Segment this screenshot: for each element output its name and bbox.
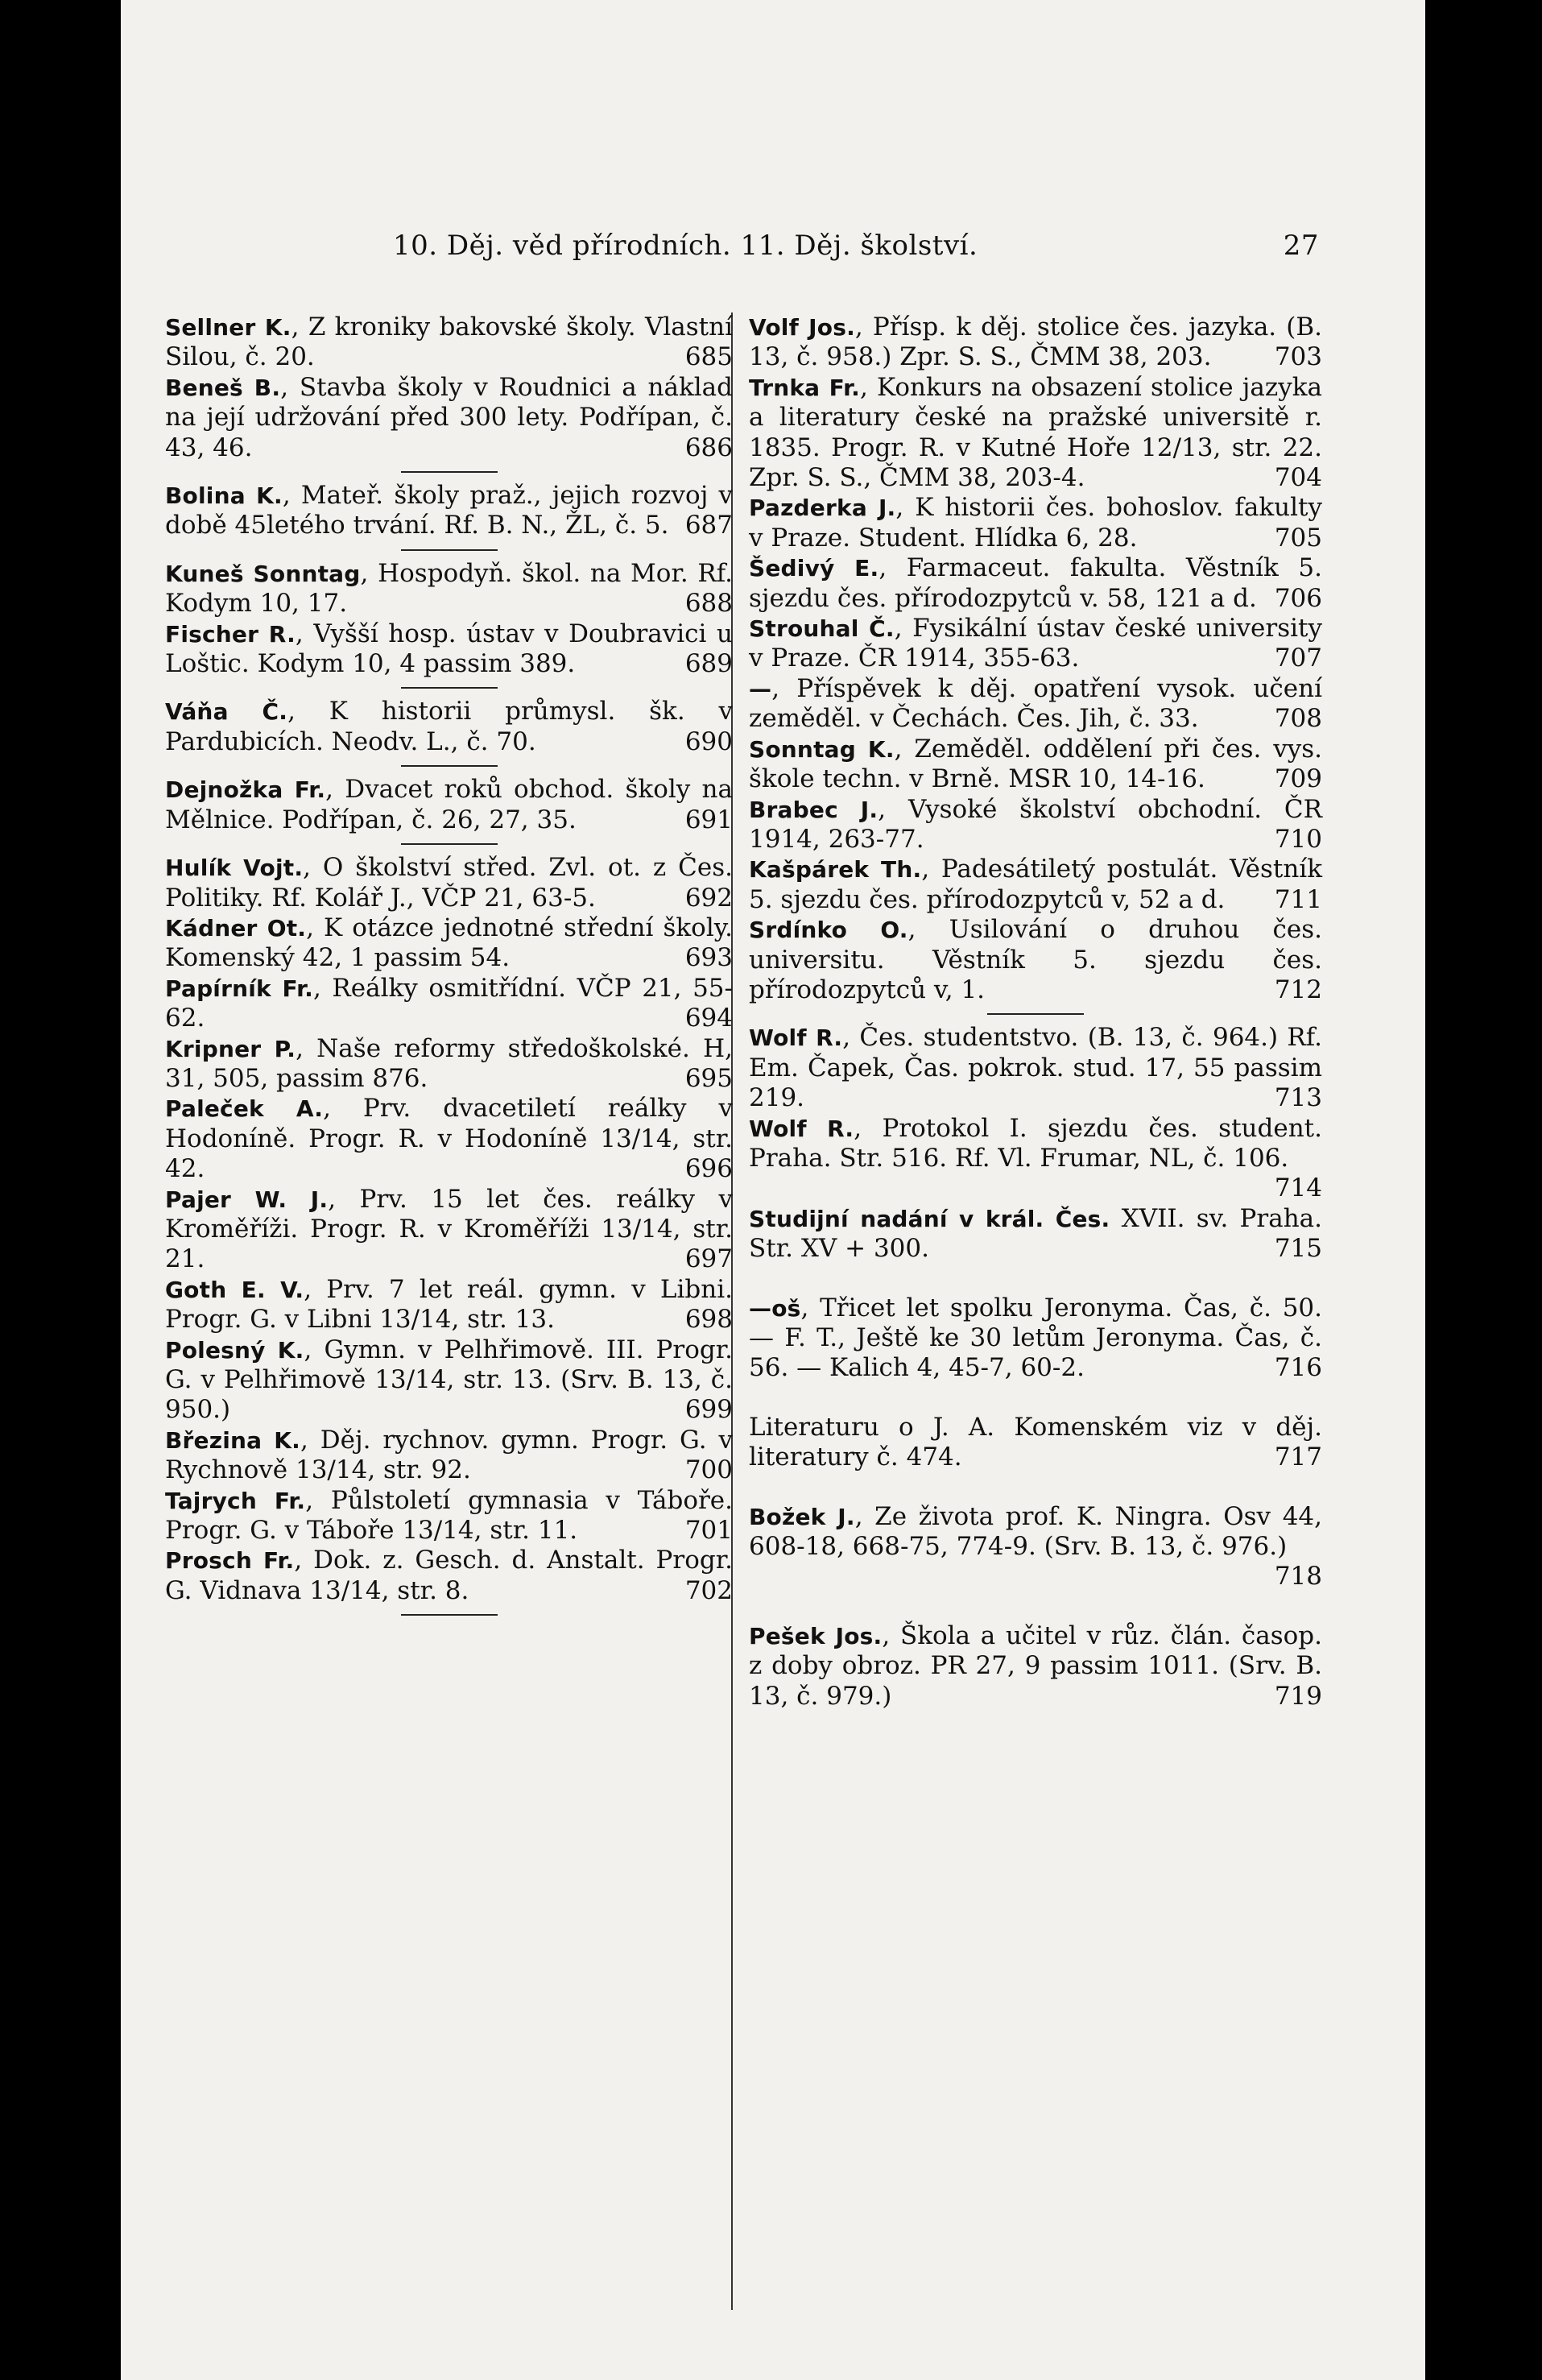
entry-text: , Děj. rychnov. gymn. Progr. G. v Rychnově 13/14, str. 92. (165, 1425, 733, 1485)
entry-text: XVII. sv. Praha. Str. XV + 300. (749, 1203, 1323, 1264)
entry-number: 712 (1274, 975, 1322, 1004)
author-name: Trnka Fr. (749, 374, 860, 401)
entry-text: , Farmaceut. fakulta. Věstník 5. sjezdu čes. přírodozpytců v. 58, 121 a d. (749, 553, 1322, 613)
author-name: Srdínko O. (749, 917, 908, 944)
author-name: Pajer W. J. (165, 1186, 329, 1213)
entry-number: 719 (1274, 1681, 1322, 1711)
author-name: Hulík Vojt. (165, 855, 304, 882)
entry-text: , Vysoké školství obchodní. ČR 1914, 263-77. (749, 794, 1322, 854)
bibliography-entry (165, 481, 733, 541)
page-header (393, 230, 1319, 262)
author-name: Sonntag K. (749, 735, 895, 763)
page-number: 27 (1283, 230, 1319, 262)
entry-text: , Příspěvek k děj. opatření vysok. učení zeměděl. v Čechách. Čes. Jih, č. 33. (749, 673, 1322, 734)
entry-number: 692 (684, 883, 733, 913)
bibliography-entry (165, 853, 733, 913)
author-name: Goth E. V. (165, 1276, 304, 1303)
bibliography-entry (165, 373, 733, 463)
author-name: Volf Jos. (749, 314, 855, 341)
bibliography-entry (165, 697, 733, 757)
bibliography-entry (165, 1094, 733, 1184)
entry-number: 689 (684, 649, 733, 679)
right-column (749, 313, 1322, 1712)
author-name: Božek J. (749, 1503, 855, 1530)
entry-text: , K historii čes. bohoslov. fakulty v Praze. Student. Hlídka 6, 28. (749, 493, 1322, 553)
entry-number: 699 (684, 1395, 733, 1425)
entry-number: 707 (1274, 644, 1322, 673)
entry-text: , K otázce jednotné střední školy. Komenský 42, 1 passim 54. (165, 913, 733, 973)
bibliography-entry (749, 735, 1322, 795)
entry-number: 703 (1274, 342, 1322, 372)
left-column (165, 313, 733, 1624)
bibliography-entry (165, 1546, 733, 1606)
entry-number: 709 (1274, 764, 1322, 794)
entry-number: 688 (684, 589, 733, 619)
entry-number: 695 (684, 1063, 733, 1093)
entry-text: , Prv. 15 let čes. reálky v Kroměříži. Progr. R. v Kroměříži 13/14, str. 21. (165, 1184, 733, 1274)
entry-text: , Prv. 7 let reál. gymn. v Libni. Progr. G. v Libni 13/14, str. 13. (165, 1274, 734, 1335)
bibliography-entry (165, 1185, 733, 1275)
section-separator (401, 1614, 498, 1616)
entry-number: 701 (684, 1516, 733, 1546)
entry-text: , Naše reformy středoškolské. H, 31, 505, passim 876. (165, 1033, 733, 1093)
bibliography-entry (165, 974, 733, 1034)
entry-number: 702 (684, 1575, 733, 1605)
author-name: Paleček A. (165, 1095, 324, 1123)
bibliography-entry (749, 1023, 1322, 1113)
entry-number: 708 (1274, 704, 1322, 734)
author-name: Kašpárek Th. (749, 856, 922, 884)
bibliography-entry (165, 1486, 733, 1546)
author-name: Wolf R. (749, 1024, 843, 1052)
author-name: Váňa Č. (165, 698, 288, 726)
entry-text: , Usilování o druhou čes. universitu. Věstník 5. sjezdu čes. přírodozpytců v, 1. (749, 915, 1322, 1004)
entry-number: 715 (1274, 1234, 1322, 1264)
author-name: Březina K. (165, 1426, 300, 1454)
entry-number: 716 (1274, 1353, 1322, 1383)
entry-text: , Prv. dvacetiletí reálky v Hodoníně. Progr. R. v Hodoníně 13/14, str. 42. (165, 1094, 733, 1184)
entry-number: 696 (684, 1154, 733, 1184)
author-name: Brabec J. (749, 796, 878, 823)
entry-number: 710 (1274, 824, 1322, 854)
bibliography-entry (165, 1335, 733, 1426)
bibliography-entry (749, 373, 1322, 494)
running-title: 10. Děj. věd přírodních. 11. Děj. školství. (393, 230, 978, 262)
entry-number: 700 (684, 1455, 733, 1485)
bibliography-entry (749, 915, 1322, 1005)
entry-number: 704 (1274, 463, 1322, 493)
bibliography-entry (165, 1034, 733, 1095)
author-name: Studijní nadání v král. Čes. (749, 1205, 1110, 1232)
entry-number: 718 (1274, 1562, 1322, 1591)
entry-number: 706 (1274, 583, 1322, 613)
bibliography-entry (749, 1114, 1322, 1204)
bibliography-entry (165, 313, 733, 373)
entry-text: , O školství střed. Zvl. ot. z Čes. Politiky. Rf. Kolář J., VČP 21, 63-5. (165, 853, 733, 913)
entry-text: , Fysikální ústav české university v Praze. ČR 1914, 355-63. (749, 614, 1322, 673)
author-name: Pešek Jos. (749, 1622, 883, 1649)
entry-number: 691 (684, 805, 733, 834)
bibliography-entry (749, 614, 1322, 674)
entry-text: Literaturu o J. A. Komenském viz v děj. literatury č. 474. (749, 1412, 1322, 1472)
entry-number: 690 (684, 726, 733, 756)
author-name: Šedivý E. (749, 555, 879, 582)
entry-number: 711 (1274, 884, 1322, 914)
entry-number: 713 (1274, 1083, 1322, 1113)
author-name: Bolina K. (165, 482, 283, 510)
section-separator (401, 765, 498, 767)
entry-number: 686 (684, 433, 733, 462)
entry-text: , Vyšší hosp. ústav v Doubravici u Loštic. Kodym 10, 4 passim 389. (165, 619, 734, 679)
entry-text: , K historii průmysl. šk. v Pardubicích. Neodv. L., č. 70. (165, 697, 733, 756)
entry-text: , Dvacet roků obchod. školy na Mělnice. Podřípan, č. 26, 27, 35. (165, 775, 733, 834)
entry-number: 714 (1274, 1173, 1322, 1203)
entry-number: 717 (1274, 1442, 1322, 1472)
author-name: Pazderka J. (749, 495, 896, 522)
author-name: Polesný K. (165, 1336, 304, 1364)
author-name: Sellner K. (165, 314, 291, 341)
author-name: Prosch Fr. (165, 1547, 295, 1575)
bibliography-entry (749, 493, 1322, 553)
author-name: Papírník Fr. (165, 975, 313, 1002)
section-separator (401, 471, 498, 473)
entry-text: , Dok. z. Gesch. d. Anstalt. Progr. G. Vidnava 13/14, str. 8. (165, 1546, 733, 1605)
bibliography-entry (749, 1621, 1322, 1712)
bibliography-entry (749, 855, 1322, 915)
entry-text: , Čes. studentstvo. (B. 13, č. 964.) Rf. Em. Čapek, Čas. pokrok. stud. 17, 55 passim 219. (749, 1023, 1322, 1113)
entry-text: , Reálky osmitřídní. VČP 21, 55-62. (165, 973, 734, 1033)
author-name: Beneš B. (165, 374, 281, 401)
entry-text: , Padesátiletý postulát. Věstník 5. sjezdu čes. přírodozpytců v, 52 a d. (749, 855, 1323, 914)
author-name: — (749, 675, 772, 702)
entry-number: 685 (684, 342, 733, 372)
author-name: Strouhal Č. (749, 615, 895, 643)
section-separator (987, 1013, 1084, 1015)
entry-number: 698 (684, 1305, 733, 1335)
entry-number: 694 (684, 1004, 733, 1033)
entry-number: 705 (1274, 523, 1322, 553)
bibliography-entry (749, 553, 1322, 614)
author-name: Dejnožka Fr. (165, 776, 326, 804)
author-name: Kripner P. (165, 1035, 296, 1062)
entry-text: , Konkurs na obsazení stolice jazyka a literatury české na pražské universitě r. 1835. Progr. R. v Kutné Hoře 12/13, str. 22. Zpr. S. S., ČMM 38, 203-4. (749, 372, 1323, 493)
author-name: —oš (749, 1294, 801, 1322)
entry-text: , Hospodyň. škol. na Mor. Rf. Kodym 10, 17. (165, 558, 733, 619)
section-separator (401, 843, 498, 845)
author-name: Kádner Ot. (165, 914, 307, 942)
author-name: Kuneš Sonntag (165, 560, 361, 587)
bibliography-entry (165, 913, 733, 974)
bibliography-entry (749, 1413, 1322, 1473)
entry-text: , Ze života prof. K. Ningra. Osv 44, 608-18, 668-75, 774-9. (Srv. B. 13, č. 976.) (749, 1501, 1322, 1562)
section-separator (401, 687, 498, 689)
bibliography-entry (165, 1275, 733, 1335)
author-name: Fischer R. (165, 620, 296, 648)
bibliography-entry (165, 1426, 733, 1486)
author-name: Wolf R. (749, 1115, 854, 1142)
entry-number: 693 (684, 943, 733, 973)
entry-text: , Půlstoletí gymnasia v Táboře. Progr. G. v Táboře 13/14, str. 11. (165, 1485, 734, 1546)
entry-number: 687 (684, 511, 733, 540)
bibliography-entry (749, 313, 1322, 373)
entry-text: , Z kroniky bakovské školy. Vlastní Silou, č. 20. (165, 313, 733, 372)
bibliography-entry (165, 619, 733, 680)
entry-number: 697 (684, 1244, 733, 1274)
entry-text: , Škola a učitel v růz. člán. časop. z doby obroz. PR 27, 9 passim 1011. (Srv. B. 13, č. 979.) (749, 1620, 1323, 1711)
entry-text: , Zeměděl. oddělení při čes. vys. škole techn. v Brně. MSR 10, 14-16. (749, 734, 1322, 794)
entry-text: , Gymn. v Pelhřimově. III. Progr. G. v Pelhřimově 13/14, str. 13. (Srv. B. 13, č. 950.) (165, 1335, 734, 1425)
author-name: Tajrych Fr. (165, 1487, 306, 1514)
bibliography-entry (749, 1293, 1322, 1384)
bibliography-entry (749, 674, 1322, 735)
entry-text: , Stavba školy v Roudnici a náklad na její udržování před 300 lety. Podřípan, č. 43, 46. (165, 372, 734, 462)
entry-text: , Mateř. školy praž., jejich rozvoj v době 45letého trvání. Rf. B. N., ŽL, č. 5. (165, 481, 734, 540)
bibliography-entry (165, 559, 733, 619)
bibliography-entry (165, 775, 733, 835)
section-separator (401, 549, 498, 551)
bibliography-entry (749, 795, 1322, 855)
entry-text: , Přísp. k děj. stolice čes. jazyka. (B. 13, č. 958.) Zpr. S. S., ČMM 38, 203. (749, 313, 1322, 372)
entry-text: , Třicet let spolku Jeronyma. Čas, č. 50. — F. T., Ještě ke 30 letům Jeronyma. Čas, č. 56. — Kalich 4, 45-7, 60-2. (749, 1293, 1322, 1383)
bibliography-entry (749, 1502, 1322, 1592)
bibliography-entry (749, 1204, 1322, 1265)
entry-text: , Protokol I. sjezdu čes. student. Praha. Str. 516. Rf. Vl. Frumar, NL, č. 106. (749, 1113, 1322, 1173)
